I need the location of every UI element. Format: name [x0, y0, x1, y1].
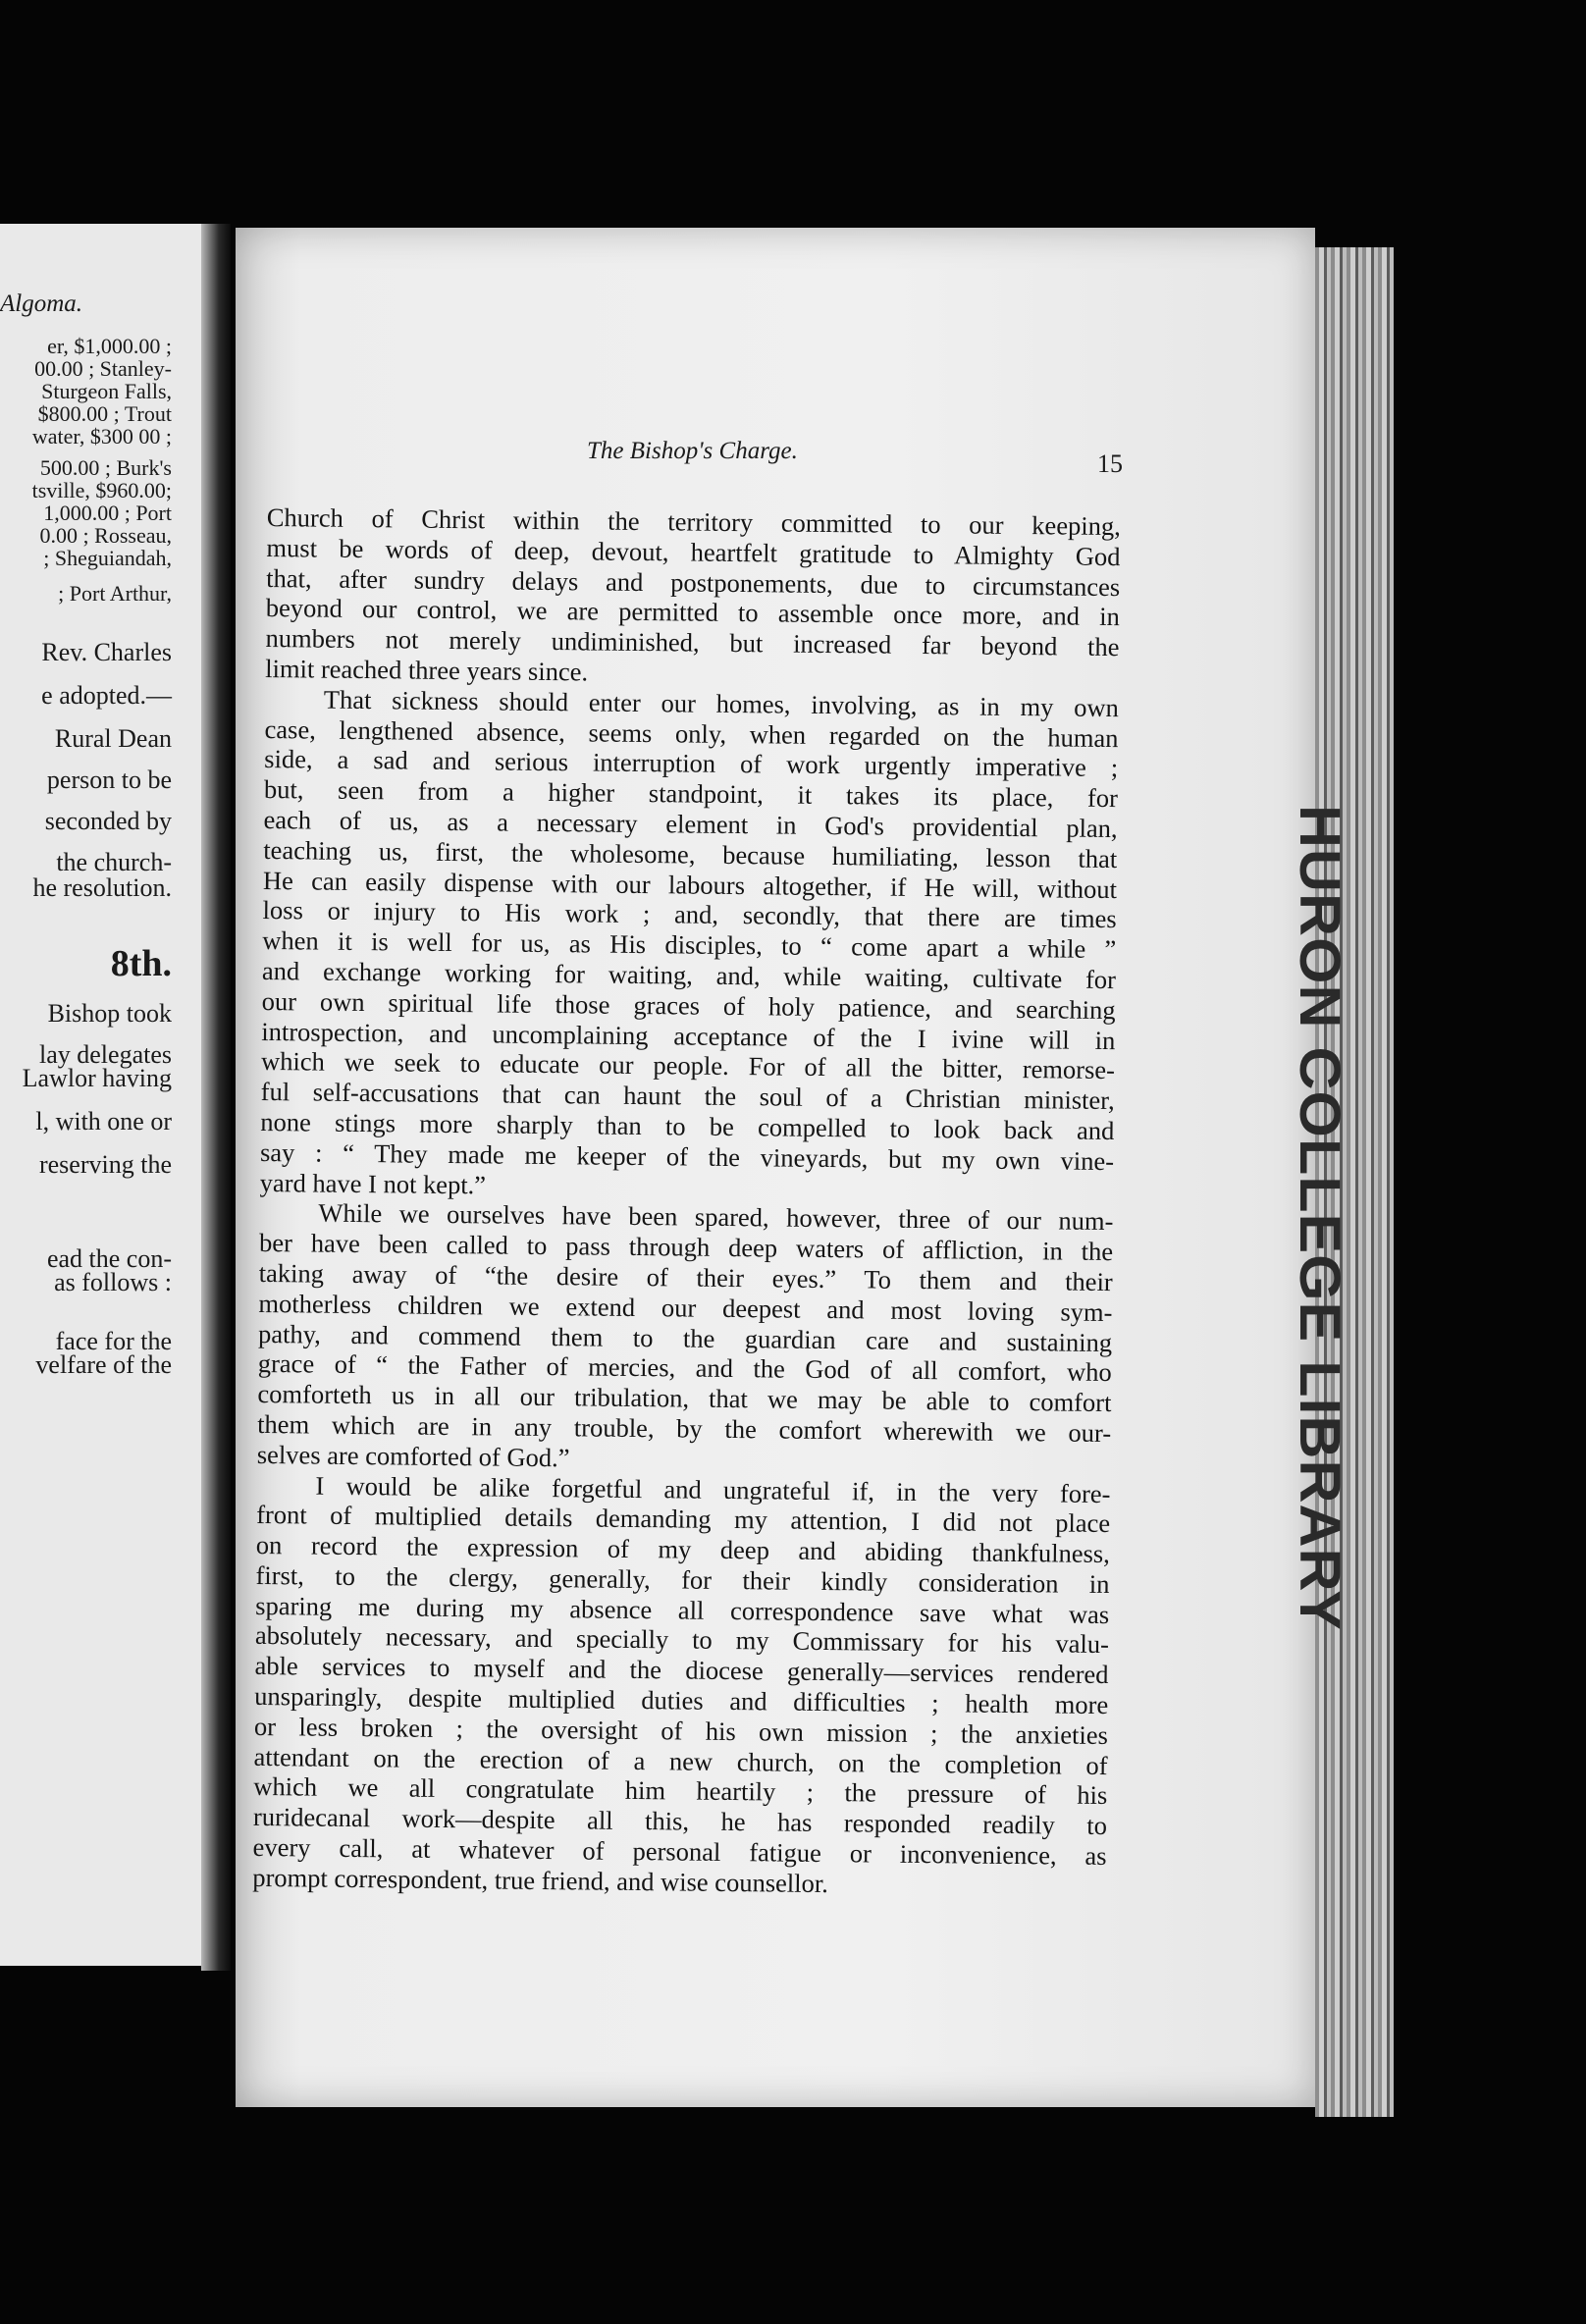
text-line: beyond our control, we are permitted to assemble once more, and in: [265, 593, 1120, 632]
left-page-line: Bishop took: [47, 999, 172, 1028]
library-stamp: [1288, 805, 1352, 1631]
text-line: on record the expression of my deep and abiding thankfulness,: [255, 1530, 1110, 1569]
text-line: pathy, and commend them to the guardian care and sustaining: [257, 1318, 1113, 1357]
text-line: While we ourselves have been spared, however, three of our num-: [318, 1197, 1114, 1237]
left-page-header: Algoma.: [0, 290, 83, 317]
text-line: able services to myself and the diocese generally—services rendered: [254, 1651, 1109, 1690]
text-line: absolutely necessary, and specially to my Commissary for his valu-: [254, 1620, 1110, 1660]
text-line: introspection, and uncomplaining acceptance of the I ivine will in: [261, 1016, 1116, 1055]
text-line: our own spiritual life those graces of holy patience, and searching: [261, 985, 1116, 1025]
left-page-line: er, $1,000.00 ;: [47, 334, 172, 358]
text-line: unsparingly, despite multiplied duties and difficulties ; health more: [254, 1681, 1109, 1720]
text-line: motherless children we extend our deepest and most loving sym-: [258, 1288, 1113, 1327]
left-page-line: the church-: [56, 848, 172, 876]
text-line: and exchange working for waiting, and, while waiting, cultivate for: [261, 955, 1117, 995]
left-page-line: ead the con-: [46, 1244, 172, 1273]
text-line: limit reached three years since.: [265, 653, 589, 687]
text-line: first, to the clergy, generally, for their kindly consideration in: [255, 1559, 1110, 1599]
left-page-line: as follows :: [54, 1268, 172, 1296]
left-facing-page: [0, 224, 201, 1966]
text-line: but, seen from a higher standpoint, it takes its place, for: [263, 774, 1119, 814]
text-line: grace of “ the Father of mercies, and the God of all comfort, who: [257, 1348, 1112, 1388]
text-line: which we all congratulate him heartily ; the pressure of his: [253, 1771, 1108, 1811]
text-line: when it is well for us, as His disciples, to “ come apart a while ”: [262, 925, 1117, 965]
left-page-line: 1,000.00 ; Port: [43, 501, 172, 525]
left-page-line: person to be: [46, 766, 172, 794]
text-line: which we seek to educate our people. For of all the bitter, remorse-: [260, 1046, 1116, 1085]
text-line: ruridecanal work—despite all this, he has responded readily to: [252, 1802, 1108, 1841]
left-page-line: ; Port Arthur,: [58, 581, 172, 606]
left-page-line: reserving the: [38, 1150, 172, 1179]
text-line: That sickness should enter our homes, involving, as in my own: [323, 684, 1120, 722]
left-page-line: Lawlor having: [22, 1064, 172, 1092]
left-page-heading: 8th.: [110, 943, 172, 984]
text-line: side, a sad and serious interruption of work urgently imperative ;: [264, 744, 1119, 783]
text-line: sparing me during my absence all correspondence save what was: [255, 1590, 1110, 1629]
left-page-line: e adopted.—: [41, 681, 172, 710]
left-page-line: Rural Dean: [54, 724, 172, 753]
text-line: ber have been called to pass through deep waters of affliction, in the: [258, 1228, 1114, 1267]
left-page-line: ; Sheguiandah,: [43, 546, 172, 570]
left-page-line: face for the: [55, 1327, 172, 1355]
page-number: 15: [1097, 449, 1123, 478]
text-line: prompt correspondent, true friend, and wise counsellor.: [252, 1862, 828, 1898]
left-page-line: Rev. Charles: [41, 638, 172, 666]
left-page-line: tsville, $960.00;: [31, 478, 172, 502]
text-line: yard have I not kept.”: [259, 1167, 487, 1199]
text-line: Church of Christ within the territory committed to our keeping,: [266, 502, 1121, 542]
left-page-line: he resolution.: [32, 873, 172, 902]
running-head-title: The Bishop's Charge.: [587, 438, 798, 464]
text-line: every call, at whatever of personal fatigue or inconvenience, as: [252, 1831, 1107, 1872]
left-page-line: Sturgeon Falls,: [41, 379, 172, 403]
left-page-line: lay delegates: [39, 1040, 172, 1069]
left-page-line: seconded by: [44, 807, 172, 835]
text-line: must be words of deep, devout, heartfelt gratitude to Almighty God: [266, 532, 1121, 571]
text-line: say : “ They made me keeper of the vineyards, but my own vine-: [259, 1136, 1115, 1176]
text-line: or less broken ; the oversight of his own mission ; the anxieties: [253, 1711, 1109, 1750]
text-line: comforteth us in all our tribulation, that we may be able to comfort: [257, 1379, 1112, 1418]
text-line: numbers not merely undiminished, but increased far beyond the: [265, 623, 1120, 662]
text-line: none stings more sharply than to be compelled to look back and: [260, 1106, 1115, 1146]
text-line: that, after sundry delays and postponements, due to circumstances: [266, 562, 1121, 602]
text-line: case, lengthened absence, seems only, when regarded on the human: [264, 713, 1119, 753]
text-line: attendant on the erection of a new church, on the completion of: [253, 1741, 1108, 1780]
left-page-line: 500.00 ; Burk's: [39, 455, 172, 480]
body-text: [252, 502, 1121, 1902]
text-line: each of us, as a necessary element in God's providential plan,: [263, 804, 1118, 844]
text-line: ful self-accusations that can haunt the soul of a Christian minister,: [260, 1077, 1115, 1116]
text-line: front of multiplied details demanding my attention, I did not place: [256, 1500, 1111, 1539]
left-page-line: l, with one or: [35, 1107, 172, 1136]
text-line: selves are comforted of God.”: [256, 1439, 570, 1472]
text-line: I would be alike forgetful and ungrateful if, in the very fore-: [315, 1470, 1111, 1508]
left-page-line: $800.00 ; Trout: [37, 401, 172, 426]
left-page-line: water, $300 00 ;: [31, 424, 172, 449]
book-gutter: [201, 224, 231, 1971]
library-stamp-text: HURON COLLEGE LIBRARY: [1288, 805, 1351, 1631]
left-page-line: 00.00 ; Stanley-: [34, 356, 172, 381]
text-line: He can easily dispense with our labours altogether, if He will, without: [262, 865, 1118, 904]
left-page-line: velfare of the: [35, 1350, 172, 1379]
text-line: loss or injury to His work ; and, secondly, that there are times: [262, 895, 1117, 934]
left-page-line: 0.00 ; Rosseau,: [39, 523, 172, 548]
text-line: taking away of “the desire of their eyes.” To them and their: [258, 1257, 1113, 1296]
text-line: them which are in any trouble, by the comfort wherewith we our-: [257, 1408, 1112, 1448]
text-line: teaching us, first, the wholesome, because humiliating, lesson that: [263, 834, 1118, 873]
